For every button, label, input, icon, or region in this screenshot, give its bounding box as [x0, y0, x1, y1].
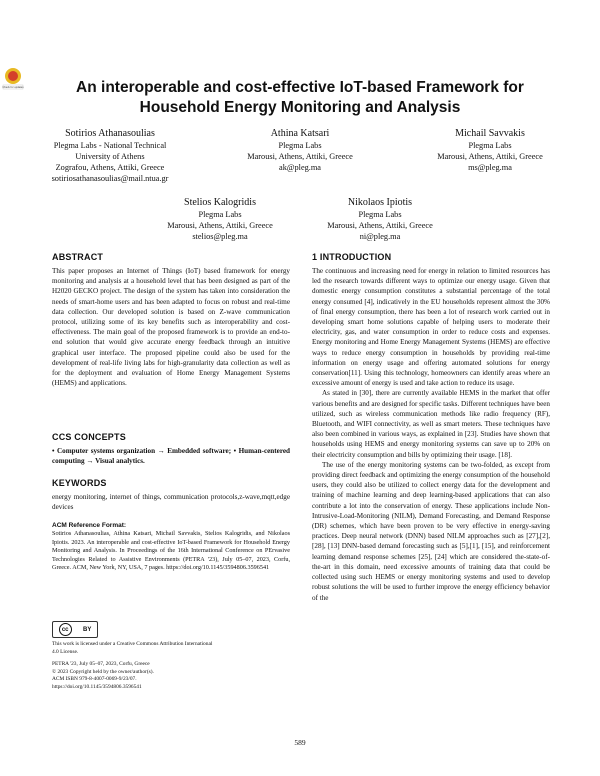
author-name: Sotirios Athanasoulias: [65, 128, 155, 139]
creative-commons-badge[interactable]: [52, 621, 98, 638]
acm-reference-text: Sotirios Athanasoulias, Athina Katsari, Michail Savvakis, Stelios Kalogridis, and Nikolaos Ipiotis. 2023. An interoperable and cost-effective IoT-based Framework for Household Energy Monitoring and Analysis. In Proceedings of the 16th International Conference on PErvasive Technologies Related to Assistive Environments (PETRA '23), July 05–07, 2023, Corfu, Greece. ACM, New York, NY, USA, 7 pages. https://doi.org/10.1145/3594806.3596541: [52, 530, 290, 572]
abstract-text: [52, 266, 290, 388]
author-affiliation: Plegma Labs: [278, 141, 322, 150]
author-address: Marousi, Athens, Attiki, Greece: [167, 221, 273, 230]
introduction-heading: 1 INTRODUCTION: [312, 252, 392, 262]
cc-by-label: BY: [82, 626, 92, 633]
author-name: Stelios Kalogridis: [184, 197, 256, 208]
author-affiliation: University of Athens: [75, 152, 145, 161]
author-affiliation: Plegma Labs: [358, 210, 402, 219]
author-affiliation: Plegma Labs: [198, 210, 242, 219]
license-line: This work is licensed under a Creative Commons Attribution International: [52, 641, 213, 647]
keywords-heading: KEYWORDS: [52, 478, 107, 488]
paper-title: [40, 78, 560, 118]
page-number: 589: [294, 738, 306, 747]
check-for-updates-label: Check for updates: [2, 86, 24, 90]
intro-paragraph: The use of the energy monitoring systems can be two-folded, as except from providing direct feedback and optimizing the energy consumption of the household users, they could also be utilized to collect energy data for the development and training of machine learning and deep learning-based applications that can also contribute a lot into the conservation of energy. These applications include Non-Intrusive-Load-Monitoring (NILM), Demand Forecasting, and Demand Response (DR) schemes, which have been proven to be very effective in energy-saving practices. Deep neural network (DNN) based NILM approaches such as [27],[2],[28], [13] DNN-based demand forecasting such as [5],[1], [15], and reinforcement learning demand response schemes [25], [24] which are considered the-state-of-the-art in this domain, need excessive amounts of training data that could be collected using such HEMS or energy monitoring systems and used to develop robust solutions the will be used to further improve the energy efficiency behavior of the: [312, 460, 550, 602]
ccs-concepts-text: • Computer systems organization → Embedded software; • Human-centered computing → Visual analytics.: [52, 447, 290, 466]
author-email[interactable]: ni@pleg.ma: [359, 232, 401, 241]
copyright-line: PETRA '23, July 05–07, 2023, Corfu, Greece: [52, 661, 150, 667]
copyright-line: © 2023 Copyright held by the owner/author(s).: [52, 668, 154, 675]
author-block: [20, 127, 200, 184]
author-block: [400, 127, 580, 173]
author-email[interactable]: stelios@pleg.ma: [192, 232, 248, 241]
author-email[interactable]: ms@pleg.ma: [468, 163, 512, 172]
cc-icon: cc: [59, 623, 72, 636]
intro-paragraph: As stated in [30], there are currently available HEMS in the market that offer various benefits and are designed for specific tasks. Different techniques have been utilized, such as wireless communication methods like radio frequency (RF), Bluetooth, and WIFI connectivity, as well as smart meters. These techniques have also been combined in various ways, as explained in [23]. Studies have shown that households using HEMS and energy monitoring systems can save up to 20% on their electricity consumption and bills by optimizing their usage. [18].: [312, 389, 550, 459]
author-affiliation: Plegma Labs: [468, 141, 512, 150]
license-line: 4.0 License.: [52, 649, 79, 655]
doi-link[interactable]: https://doi.org/10.1145/3594806.3596541: [52, 683, 142, 690]
keywords-text: energy monitoring, internet of things, communication protocols,z-wave,mqtt,edge devices: [52, 493, 290, 512]
author-block: [290, 196, 470, 242]
license-text: [52, 640, 290, 656]
author-block: [130, 196, 310, 242]
author-address: Zografou, Athens, Attiki, Greece: [55, 163, 165, 172]
intro-paragraph: The continuous and increasing need for energy in relation to limited resources has led the research towards different ways to optimize our energy usage. Given that domestic energy consumption constitutes a substantial percentage of the total energy consumed [4], indicatively in the EU households represent almost the 30% of final energy consumption, there has been a lot of research work carried out in developing smart home solutions capable of helping users to moderate their electricity, gas, and water consumption in order to reduce costs and expenses. Energy monitoring and Home Energy Management Systems (HEMS) are effective ways to reduce energy consumption in households by providing real-time information on energy usage and offering automated solutions for energy conservation[11]. Using this technology, homeowners can identify areas where an excessive amount of energy is used and take action to reduce its usage.: [312, 267, 550, 388]
check-for-updates-icon[interactable]: [1, 66, 25, 90]
author-name: Michail Savvakis: [455, 128, 525, 139]
ccs-concepts-heading: CCS CONCEPTS: [52, 432, 126, 442]
acm-reference-heading: ACM Reference Format:: [52, 522, 127, 529]
author-block: [210, 127, 390, 173]
author-address: Marousi, Athens, Attiki, Greece: [327, 221, 433, 230]
paper-title-line2: Household Energy Monitoring and Analysis: [139, 99, 461, 116]
abstract-heading: ABSTRACT: [52, 252, 104, 262]
copyright-line: ACM ISBN 979-8-4007-0069-9/23/07.: [52, 676, 137, 683]
copyright-block: [52, 661, 290, 691]
abstract-paragraph: This paper proposes an Internet of Things (IoT) based framework for energy monitoring and analysis at a household level that has been designed as part of the H2020 GECKO project. The design of the system has taken into consideration the needs of smart-home users and has been adapted to focus on robust and real-time data collection. Our developed solution is based on Z-wave communication protocol, utilizing some of its key benefits such as interoperability and cost-effectiveness. The main goal of the proposed framework is to provide an end-to-end solution that would give accurate energy feedback through an intuitive graphical user interface. The proposed pipeline could also be used for the development of real-life living labs for high-granularity data collection as well as for the deployment and evaluation of Home Energy Management Systems (HEMS) and applications.: [52, 267, 290, 388]
author-email[interactable]: sotiriosathanasoulias@mail.ntua.gr: [51, 174, 169, 183]
author-address: Marousi, Athens, Attiki, Greece: [247, 152, 353, 161]
paper-title-line1: An interoperable and cost-effective IoT-based Framework for: [76, 79, 524, 96]
author-email[interactable]: ak@pleg.ma: [279, 163, 321, 172]
introduction-text: [312, 266, 550, 603]
author-name: Nikolaos Ipiotis: [347, 197, 413, 208]
author-affiliation: Plegma Labs - National Technical: [53, 141, 167, 150]
author-address: Marousi, Athens, Attiki, Greece: [437, 152, 543, 161]
acm-reference: [52, 522, 290, 572]
author-name: Athina Katsari: [270, 128, 330, 139]
